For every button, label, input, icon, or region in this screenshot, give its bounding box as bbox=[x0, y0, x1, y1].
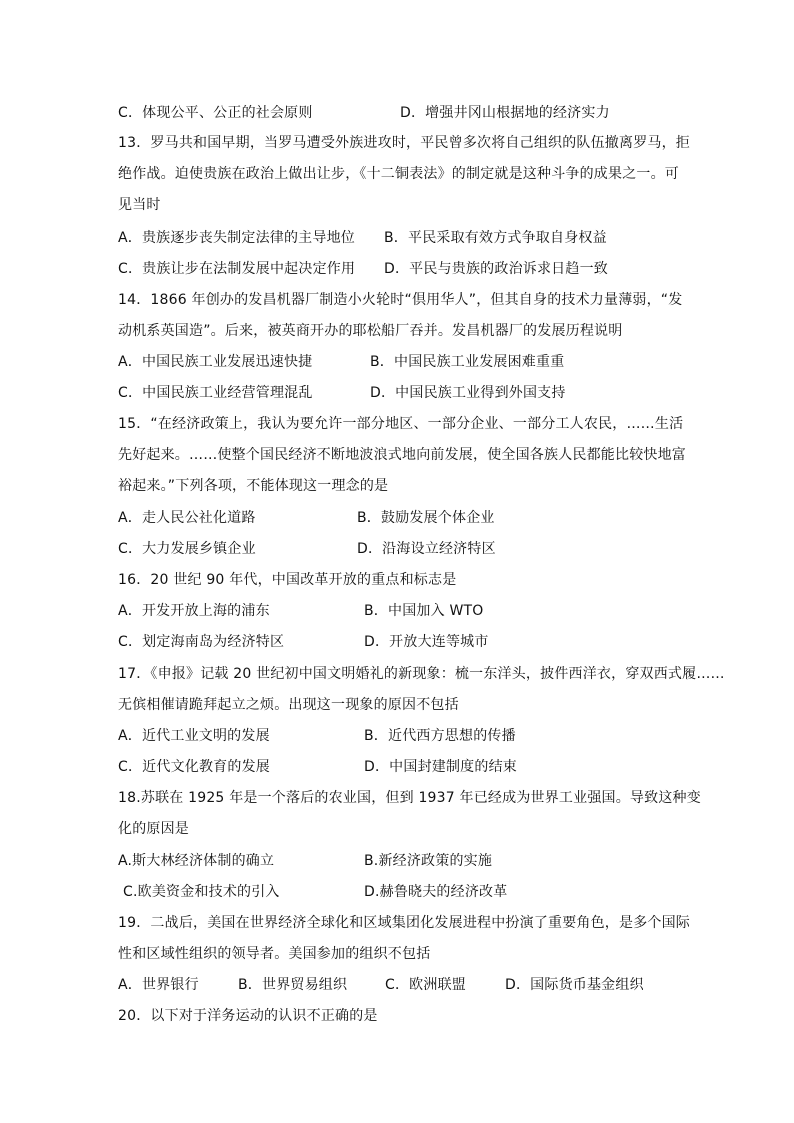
q18-option-c: C.欧美资金和技术的引入 bbox=[123, 884, 280, 900]
q19-option-a: A．世界银行 bbox=[118, 977, 199, 993]
q14-stem-line-1: 14．1866 年创办的发昌机器厂制造小火轮时“倶用华人”，但其自身的技术力量薄弱，“发 bbox=[118, 292, 683, 308]
q14-option-d: D．中国民族工业得到外国支持 bbox=[370, 385, 566, 401]
q15-option-b: B．鼓励发展个体企业 bbox=[357, 510, 495, 526]
q13-stem-line-2: 绝作战。迫使贵族在政治上做出让步，《十二铜表法》的制定就是这种斗争的成果之一。可 bbox=[118, 166, 679, 182]
q17-stem-line-1: 17．《申报》记载 20 世纪初中国文明婚礼的新现象：梳一东洋头，披件西洋衣，穿双西式履…… bbox=[118, 666, 725, 682]
q17-option-a: A．近代工业文明的发展 bbox=[118, 728, 270, 744]
q19-option-d: D．国际货币基金组织 bbox=[505, 977, 644, 993]
q18-stem-line-2: 化的原因是 bbox=[118, 821, 189, 837]
q19-stem-line-1: 19．二战后，美国在世界经济全球化和区域集团化发展进程中扮演了重要角色，是多个国际 bbox=[118, 915, 691, 931]
q19-stem-line-2: 性和区域性组织的领导者。美国参加的组织不包括 bbox=[118, 946, 431, 962]
q17-option-d: D．中国封建制度的结束 bbox=[364, 759, 517, 775]
q17-option-c: C．近代文化教育的发展 bbox=[118, 759, 270, 775]
q16-stem-line-1: 16．20 世纪 90 年代，中国改革开放的重点和标志是 bbox=[118, 572, 457, 588]
q19-option-c: C．欧洲联盟 bbox=[385, 977, 466, 993]
q18-stem-line-1: 18.苏联在 1925 年是一个落后的农业国，但到 1937 年已经成为世界工业强国。导致这种变 bbox=[118, 790, 701, 806]
q19-option-b: B．世界贸易组织 bbox=[238, 977, 348, 993]
q20-stem-line-1: 20．以下对于洋务运动的认识不正确的是 bbox=[118, 1008, 378, 1024]
q14-option-c: C．中国民族工业经营管理混乱 bbox=[118, 385, 313, 401]
q13-option-d: D．平民与贵族的政治诉求日趋一致 bbox=[384, 261, 608, 277]
q16-option-d: D．开放大连等城市 bbox=[364, 634, 489, 650]
q15-option-c: C．大力发展乡镇企业 bbox=[118, 541, 256, 557]
q16-option-b: B．中国加入 WTO bbox=[364, 603, 484, 619]
q15-stem-line-3: 裕起来。”下列各项，不能体现这一理念的是 bbox=[118, 478, 389, 494]
q15-option-d: D．沿海设立经济特区 bbox=[357, 541, 496, 557]
q16-option-c: C．划定海南岛为经济特区 bbox=[118, 634, 285, 650]
q13-stem-line-1: 13．罗马共和国早期，当罗马遭受外族进攻时，平民曾多次将自己组织的队伍撤离罗马，拒 bbox=[118, 135, 691, 151]
q14-option-a: A．中国民族工业发展迅速快捷 bbox=[118, 354, 313, 370]
q15-stem-line-2: 先好起来。……使整个国民经济不断地波浪式地向前发展，使全国各族人民都能比较快地富 bbox=[118, 447, 686, 463]
q13-stem-line-3: 见当时 bbox=[118, 197, 161, 213]
q12-option-d: D．增强井冈山根据地的经济实力 bbox=[400, 105, 610, 121]
q18-option-a: A.斯大林经济体制的确立 bbox=[118, 853, 275, 869]
q13-option-b: B．平民采取有效方式争取自身权益 bbox=[384, 230, 607, 246]
q13-option-c: C．贵族让步在法制发展中起决定作用 bbox=[118, 261, 356, 277]
q18-option-d: D.赫鲁晓夫的经济改革 bbox=[364, 884, 508, 900]
q14-option-b: B．中国民族工业发展困难重重 bbox=[370, 354, 565, 370]
q14-stem-line-2: 动机系英国造”。后来，被英商开办的耶松船厂吞并。发昌机器厂的发展历程说明 bbox=[118, 323, 623, 339]
q15-stem-line-1: 15．“在经济政策上，我认为要允许一部分地区、一部分企业、一部分工人农民，……生活 bbox=[118, 416, 684, 432]
q17-option-b: B．近代西方思想的传播 bbox=[364, 728, 516, 744]
q12-option-c: C．体现公平、公正的社会原则 bbox=[118, 105, 313, 121]
q17-stem-line-2: 无傧相催请跪拜起立之烦。出现这一现象的原因不包括 bbox=[118, 697, 459, 713]
q13-option-a: A．贵族逐步丧失制定法律的主导地位 bbox=[118, 230, 355, 246]
q18-option-b: B.新经济政策的实施 bbox=[364, 853, 493, 869]
q15-option-a: A．走人民公社化道路 bbox=[118, 510, 256, 526]
q16-option-a: A．开发开放上海的浦东 bbox=[118, 603, 270, 619]
